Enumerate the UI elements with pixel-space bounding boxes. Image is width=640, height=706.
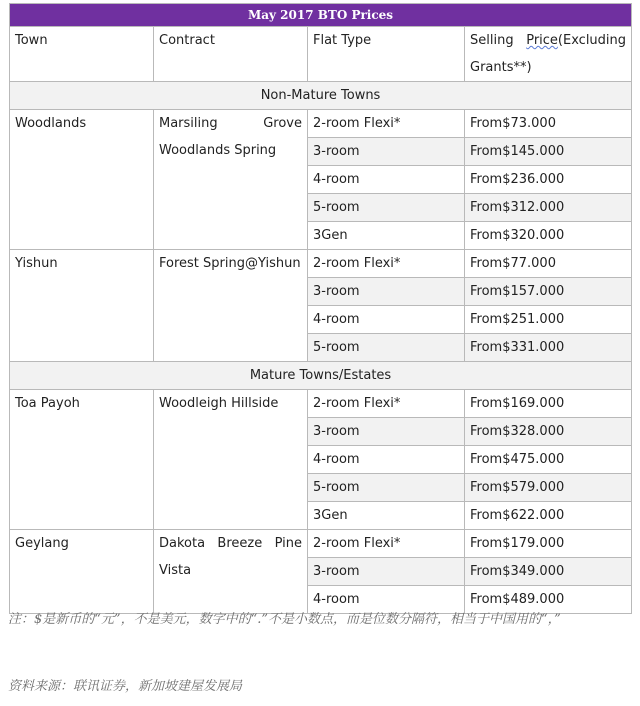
price-cell: From$169.000 [465, 390, 632, 418]
table-header-row [10, 27, 632, 82]
price-cell: From$77.000 [465, 250, 632, 278]
flat-type-cell: 3-room [308, 558, 465, 586]
price-cell: From$312.000 [465, 194, 632, 222]
flat-type-cell: 3-room [308, 418, 465, 446]
header-price-rest: (Excluding [557, 33, 627, 48]
contract-cell [154, 110, 308, 250]
table-row [10, 250, 632, 278]
flat-type-cell: 4-room [308, 306, 465, 334]
price-cell: From$489.000 [465, 586, 632, 614]
flat-type-cell: 2-room Flexi* [308, 390, 465, 418]
table-title-row [10, 4, 632, 27]
town-cell: Toa Payoh [10, 390, 154, 530]
price-cell: From$73.000 [465, 110, 632, 138]
flat-type-cell: 4-room [308, 166, 465, 194]
flat-type-cell: 3Gen [308, 222, 465, 250]
contract-line: Marsiling Grove [159, 116, 302, 131]
price-cell: From$236.000 [465, 166, 632, 194]
contract-line: Woodleigh Hillside [159, 396, 279, 411]
header-price-line2: Grants**) [470, 60, 532, 75]
price-cell: From$475.000 [465, 446, 632, 474]
price-cell: From$145.000 [465, 138, 632, 166]
price-cell: From$328.000 [465, 418, 632, 446]
bto-price-table [9, 3, 632, 614]
flat-type-cell: 3-room [308, 138, 465, 166]
price-cell: From$179.000 [465, 530, 632, 558]
section-row [10, 362, 632, 390]
flat-type-cell: 5-room [308, 474, 465, 502]
flat-type-cell: 3Gen [308, 502, 465, 530]
contract-line: Dakota Breeze Pine [159, 536, 302, 551]
footnote: 注：$是新币的“元”，不是美元，数字中的“.”不是小数点，而是位数分隔符，相当于中国用的“，” [8, 612, 561, 627]
table-body [10, 82, 632, 614]
header-price-word1: Selling [470, 33, 514, 48]
town-cell: Woodlands [10, 110, 154, 250]
contract-cell [154, 390, 308, 530]
table-row [10, 530, 632, 558]
contract-line: Woodlands Spring [159, 143, 277, 158]
flat-type-cell: 5-room [308, 334, 465, 362]
price-cell: From$320.000 [465, 222, 632, 250]
flat-type-cell: 4-room [308, 446, 465, 474]
section-label: Non-Mature Towns [10, 82, 632, 110]
price-cell: From$349.000 [465, 558, 632, 586]
price-cell: From$331.000 [465, 334, 632, 362]
price-cell: From$157.000 [465, 278, 632, 306]
contract-line: Forest Spring@Yishun [159, 256, 301, 271]
contract-cell [154, 530, 308, 614]
flat-type-cell: 3-room [308, 278, 465, 306]
contract-line: Vista [159, 563, 192, 578]
flat-type-cell: 5-room [308, 194, 465, 222]
header-selling-price [465, 27, 632, 82]
bto-price-table-container [9, 3, 631, 614]
flat-type-cell: 4-room [308, 586, 465, 614]
header-contract: Contract [154, 27, 308, 82]
price-cell: From$251.000 [465, 306, 632, 334]
section-row [10, 82, 632, 110]
table-row [10, 390, 632, 418]
price-cell: From$579.000 [465, 474, 632, 502]
table-row [10, 110, 632, 138]
contract-cell [154, 250, 308, 362]
town-cell: Yishun [10, 250, 154, 362]
table-title: May 2017 BTO Prices [10, 4, 632, 27]
source-note: 资料来源：联讯证券，新加坡建屋发展局 [8, 679, 243, 694]
flat-type-cell: 2-room Flexi* [308, 250, 465, 278]
price-cell: From$622.000 [465, 502, 632, 530]
flat-type-cell: 2-room Flexi* [308, 110, 465, 138]
header-price-word2: Price [526, 33, 558, 48]
header-town: Town [10, 27, 154, 82]
header-flat-type: Flat Type [308, 27, 465, 82]
flat-type-cell: 2-room Flexi* [308, 530, 465, 558]
town-cell: Geylang [10, 530, 154, 614]
section-label: Mature Towns/Estates [10, 362, 632, 390]
